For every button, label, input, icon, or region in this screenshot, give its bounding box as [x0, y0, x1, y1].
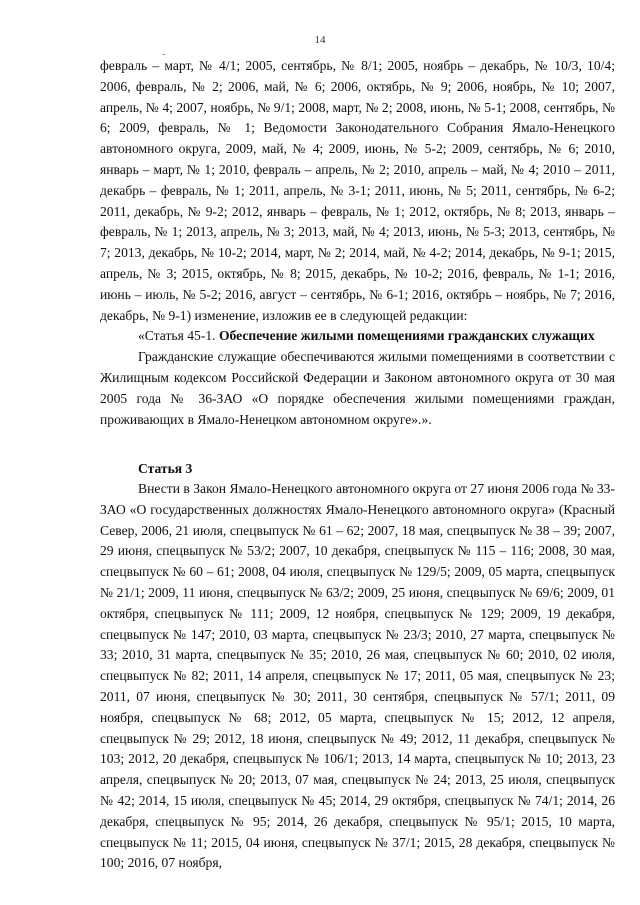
article-3-paragraph: Внести в Закон Ямало-Ненецкого автономного округа от 27 июня 2006 года № 33-ЗАО «О государственных должностях Ямало-Ненецкого автономного округа» (Красный Север, 2006, 21 июля, спецвыпуск № 61 – 62; 2007, 18 мая, спецвыпуск № 38 – 39; 2007, 29 июня, спецвыпуск № 53/2; 2007, 10 декабря, спецвыпуск № 115 – 116; 2008, 30 мая, спецвыпуск № 60 – 61; 2008, 04 июля, спецвыпуск № 129/5; 2009, 05 марта, спецвыпуск № 21/1; 2009, 11 июня, спецвыпуск № 63/2; 2009, 25 июня, спецвыпуск № 69/6; 2009, 01 октября, спецвыпуск № 111; 2009, 12 ноября, спецвыпуск № 129; 2009, 19 декабря, спецвыпуск № 147; 2010, 03 марта, спецвыпуск № 23/3; 2010, 27 марта, спецвыпуск № 33; 2010, 31 марта, спецвыпуск № 35; 2010, 26 мая, спецвыпуск № 60; 2010, 02 июля, спецвыпуск № 82; 2011, 14 апреля, спецвыпуск № 17; 2011, 05 мая, спецвыпуск № 23; 2011, 07 июня, спецвыпуск № 30; 2011, 30 сентября, спецвыпуск № 57/1; 2011, 09 ноября, спецвыпуск № 68; 2012, 05 марта, спецвыпуск № 15; 2012, 12 апреля, спецвыпуск № 29; 2012, 18 июня, спецвыпуск № 49; 2012, 11 декабря, спецвыпуск № 103; 2012, 20 декабря, спецвыпуск № 106/1; 2013, 14 марта, спецвыпуск № 10; 2013, 23 апреля, спецвыпуск № 20; 2013, 07 мая, спецвыпуск № 24; 2013, 25 июля, спецвыпуск № 42; 2014, 15 июля, спецвыпуск № 45; 2014, 29 октября, спецвыпуск № 74/1; 2014, 26 декабря, спецвыпуск № 95; 2014, 26 декабря, спецвыпуск № 95/1; 2015, 10 марта, спецвыпуск № 11; 2015, 04 июня, спецвыпуск № 37/1; 2015, 28 декабря, спецвыпуск № 100; 2016, 07 ноября, [100, 481, 615, 871]
article-3-heading: Статья 3 [138, 461, 193, 476]
quoted-article-number: «Статья 45-1. [138, 328, 219, 344]
article-3-block [100, 479, 615, 874]
quoted-article-heading [100, 326, 615, 347]
continuation-block [100, 56, 615, 430]
scan-mark [162, 54, 165, 55]
continuation-paragraph: февраль – март, № 4/1; 2005, сентябрь, № 8/1; 2005, ноябрь – декабрь, № 10/3, 10/4; 2006, февраль, № 2; 2006, май, № 6; 2006, октябрь, № 9; 2006, ноябрь, № 10; 2007, апрель, № 4; 2007, ноябрь, № 9/1; 2008, март, № 2; 2008, июнь, № 5-1; 2008, сентябрь, № 6; 2009, февраль, № 1; Ведомости Законодательного Собрания Ямало-Ненецкого автономного округа, 2009, май, № 4; 2009, июнь, № 5-2; 2009, сентябрь, № 6; 2010, январь – март, № 1; 2010, февраль – апрель, № 2; 2010, апрель – май, № 4; 2010 – 2011, декабрь – февраль, № 1; 2011, апрель, № 3-1; 2011, июнь, № 5; 2011, сентябрь, № 6-2; 2011, декабрь, № 9-2; 2012, январь – февраль, № 1; 2012, октябрь, № 8; 2013, январь – февраль, № 1; 2013, апрель, № 3; 2013, май, № 4; 2013, июнь, № 5-3; 2013, сентябрь, № 7; 2013, декабрь, № 10-2; 2014, март, № 2; 2014, май, № 4-2; 2014, декабрь, № 9-1; 2015, апрель, № 3; 2015, октябрь, № 8; 2015, декабрь, № 10-2; 2016, февраль, № 1-1; 2016, июнь – июль, № 5-2; 2016, август – сентябрь, № 6-1; 2016, октябрь – ноябрь, № 7; 2016, декабрь, № 9-1) изменение, изложив ее в следующей редакции: [100, 58, 615, 323]
quoted-article-title: Обеспечение жилыми помещениями гражданских служащих [218, 328, 595, 344]
page-number: 14 [314, 34, 326, 46]
quoted-article-body: Гражданские служащие обеспечиваются жилыми помещениями в соответствии с Жилищным кодексом Российской Федерации и Законом автономного округа от 30 мая 2005 года № 36-ЗАО «О порядке обеспечения жилыми помещениями граждан, проживающих в Ямало-Ненецком автономном округе».». [100, 349, 615, 427]
